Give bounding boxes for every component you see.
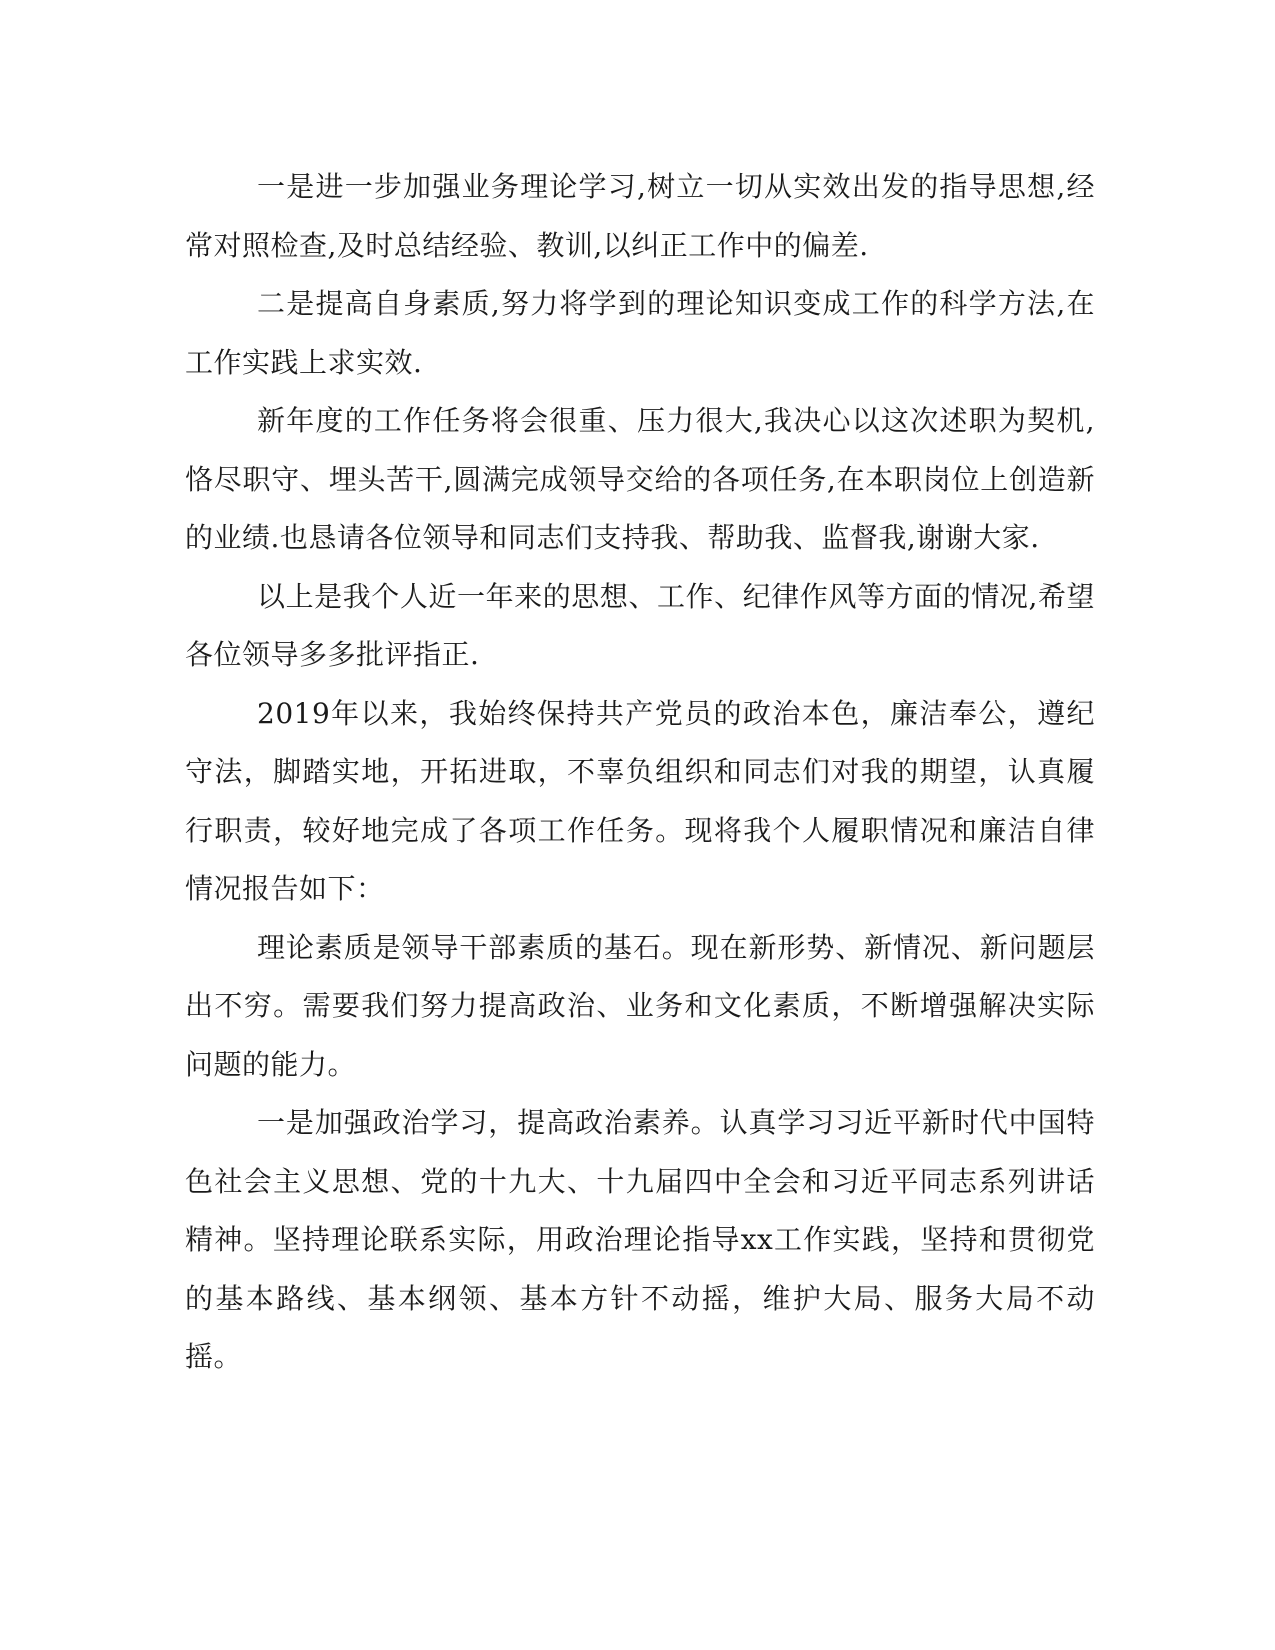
paragraph-5: 2019年以来，我始终保持共产党员的政治本色，廉洁奉公，遵纪守法，脚踏实地，开拓进取，不辜负组织和同志们对我的期望，认真履行职责，较好地完成了各项工作任务。现将我个人履职情况和廉洁自律情况报告如下： [185, 696, 1095, 905]
paragraph-3: 新年度的工作任务将会很重、压力很大,我决心以这次述职为契机,恪尽职守、埋头苦干,圆满完成领导交给的各项任务,在本职岗位上创造新的业绩.也恳请各位领导和同志们支持我、帮助我、监督我,谢谢大家. [185, 404, 1095, 554]
paragraph-6: 理论素质是领导干部素质的基石。现在新形势、新情况、新问题层出不穷。需要我们努力提高政治、业务和文化素质，不断增强解决实际问题的能力。 [185, 930, 1095, 1081]
paragraph-4: 以上是我个人近一年来的思想、工作、纪律作风等方面的情况,希望各位领导多多批评指正. [185, 579, 1095, 671]
paragraph-2: 二是提高自身素质,努力将学到的理论知识变成工作的科学方法,在工作实践上求实效. [185, 287, 1095, 379]
paragraph-1: 一是进一步加强业务理论学习,树立一切从实效出发的指导思想,经常对照检查,及时总结经验、教训,以纠正工作中的偏差. [185, 170, 1095, 262]
body-text [185, 158, 1095, 1387]
paragraph-7: 一是加强政治学习，提高政治素养。认真学习习近平新时代中国特色社会主义思想、党的十九大、十九届四中全会和习近平同志系列讲话精神。坚持理论联系实际，用政治理论指导xx工作实践，坚持和贯彻党的基本路线、基本纲领、基本方针不动摇，维护大局、服务大局不动摇。 [185, 1106, 1095, 1373]
